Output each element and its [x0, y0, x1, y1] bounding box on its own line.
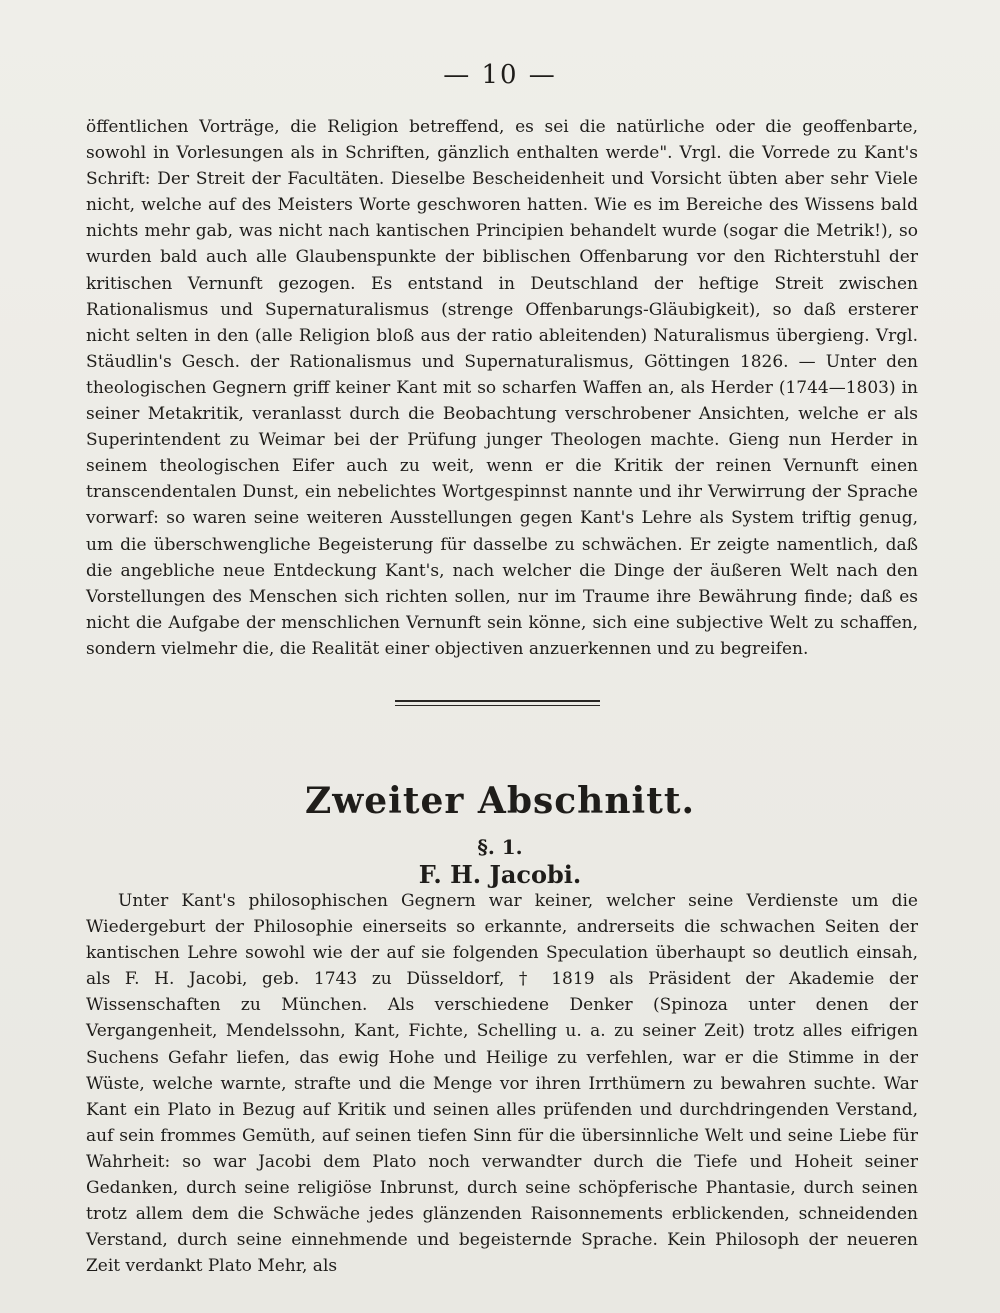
- divider-line: [395, 705, 600, 706]
- page-number: — 10 —: [443, 60, 557, 90]
- body-paragraph: Unter Kant's philosophischen Gegnern war keiner, welcher seine Verdienste um die Wiedergeburt der Philosophie einerseits so erkannte, andrerseits die schwachen Seiten der kantischen Lehre sowohl wie der auf sie folgenden Speculation überhaupt so deutlich einsah, als F. H. Jacobi, geb. 1743 zu Düsseldorf, † 1819 als Präsident der Akademie der Wissenschaften zu München. Als verschiedene Denker (Spinoza unter denen der Vergangenheit, Mendelssohn, Kant, Fichte, Schelling u. a. zu seiner Zeit) trotz alles eifrigen Suchens Gefahr liefen, das ewig Hohe und Heilige zu verfehlen, war er die Stimme in der Wüste, welche warnte, strafte und die Menge vor ihren Irrthümern zu bewahren suchte. War Kant ein Plato in Bezug auf Kritik und seinen alles prüfenden und durchdringenden Verstand, auf sein frommes Gemüth, auf seinen tiefen Sinn für die übersinnliche Welt und seine Liebe für Wahrheit: so war Jacobi dem Plato noch verwandter durch die Tiefe und Hoheit seiner Gedanken, durch seine religiöse Inbrunst, durch seine schöpferische Phantasie, durch seinen trotz allem dem die Schwäche jedes glänzenden Raisonnements erblickenden, schneidenden Verstand, durch seine einnehmende und begeisternde Sprache. Kein Philosoph der neueren Zeit verdankt Plato Mehr, als: [86, 891, 918, 1277]
- section-number: §. 1.: [477, 835, 523, 859]
- divider-line: [395, 700, 600, 702]
- section-title: F. H. Jacobi.: [418, 860, 582, 889]
- footnote-paragraph: öffentlichen Vorträge, die Religion betreffend, es sei die natürliche oder die geoffenbarte, sowohl in Vorlesungen als in Schriften, gänzlich enthalten werde". Vrgl. die Vorrede zu Kant's Schrift: Der Streit der Facultäten. Dieselbe Bescheidenheit und Vorsicht übten aber sehr Viele nicht, welche auf des Meisters Worte geschworen hatten. Wie es im Bereiche des Wissens bald nichts mehr gab, was nicht nach kantischen Principien behandelt wurde (sogar die Metrik!), so wurden bald auch alle Glaubenspunkte der biblischen Offenbarung vor den Richterstuhl der kritischen Vernunft gezogen. Es entstand in Deutschland der heftige Streit zwischen Rationalismus und Supernaturalismus (strenge Offenbarungs-Gläubigkeit), so daß ersterer nicht selten in den (alle Religion bloß aus der ratio ableitenden) Naturalismus übergieng. Vrgl. Stäudlin's Gesch. der Rationalismus und Supernaturalismus, Göttingen 1826. — Unter den theologischen Gegnern griff keiner Kant mit so scharfen Waffen an, als Herder (1744—1803) in seiner Metakritik, veranlasst durch die Beobachtung verschrobener Ansichten, welche er als Superintendent zu Weimar bei der Prüfung junger Theologen machte. Gieng nun Herder in seinem theologischen Eifer auch zu weit, wenn er die Kritik der reinen Vernunft einen transcendentalen Dunst, ein nebelichtes Wortgespinnst nannte und ihr Verwirrung der Sprache vorwarf: so waren seine weiteren Ausstellungen gegen Kant's Lehre als System triftig genug, um die überschwengliche Begeisterung für dasselbe zu schwächen. Er zeigte namentlich, daß die angebliche neue Entdeckung Kant's, nach welcher die Dinge der äußeren Welt nach den Vorstellungen des Menschen sich richten sollen, nur im Traume ihre Bewährung finde; daß es nicht die Aufgabe der menschlichen Vernunft sein könne, sich eine subjective Welt zu schaffen, sondern vielmehr die, die Realität einer objectiven anzuerkennen und zu begreifen.: [86, 117, 918, 659]
- section-heading: Zweiter Abschnitt.: [305, 780, 695, 822]
- section-divider: [395, 700, 600, 708]
